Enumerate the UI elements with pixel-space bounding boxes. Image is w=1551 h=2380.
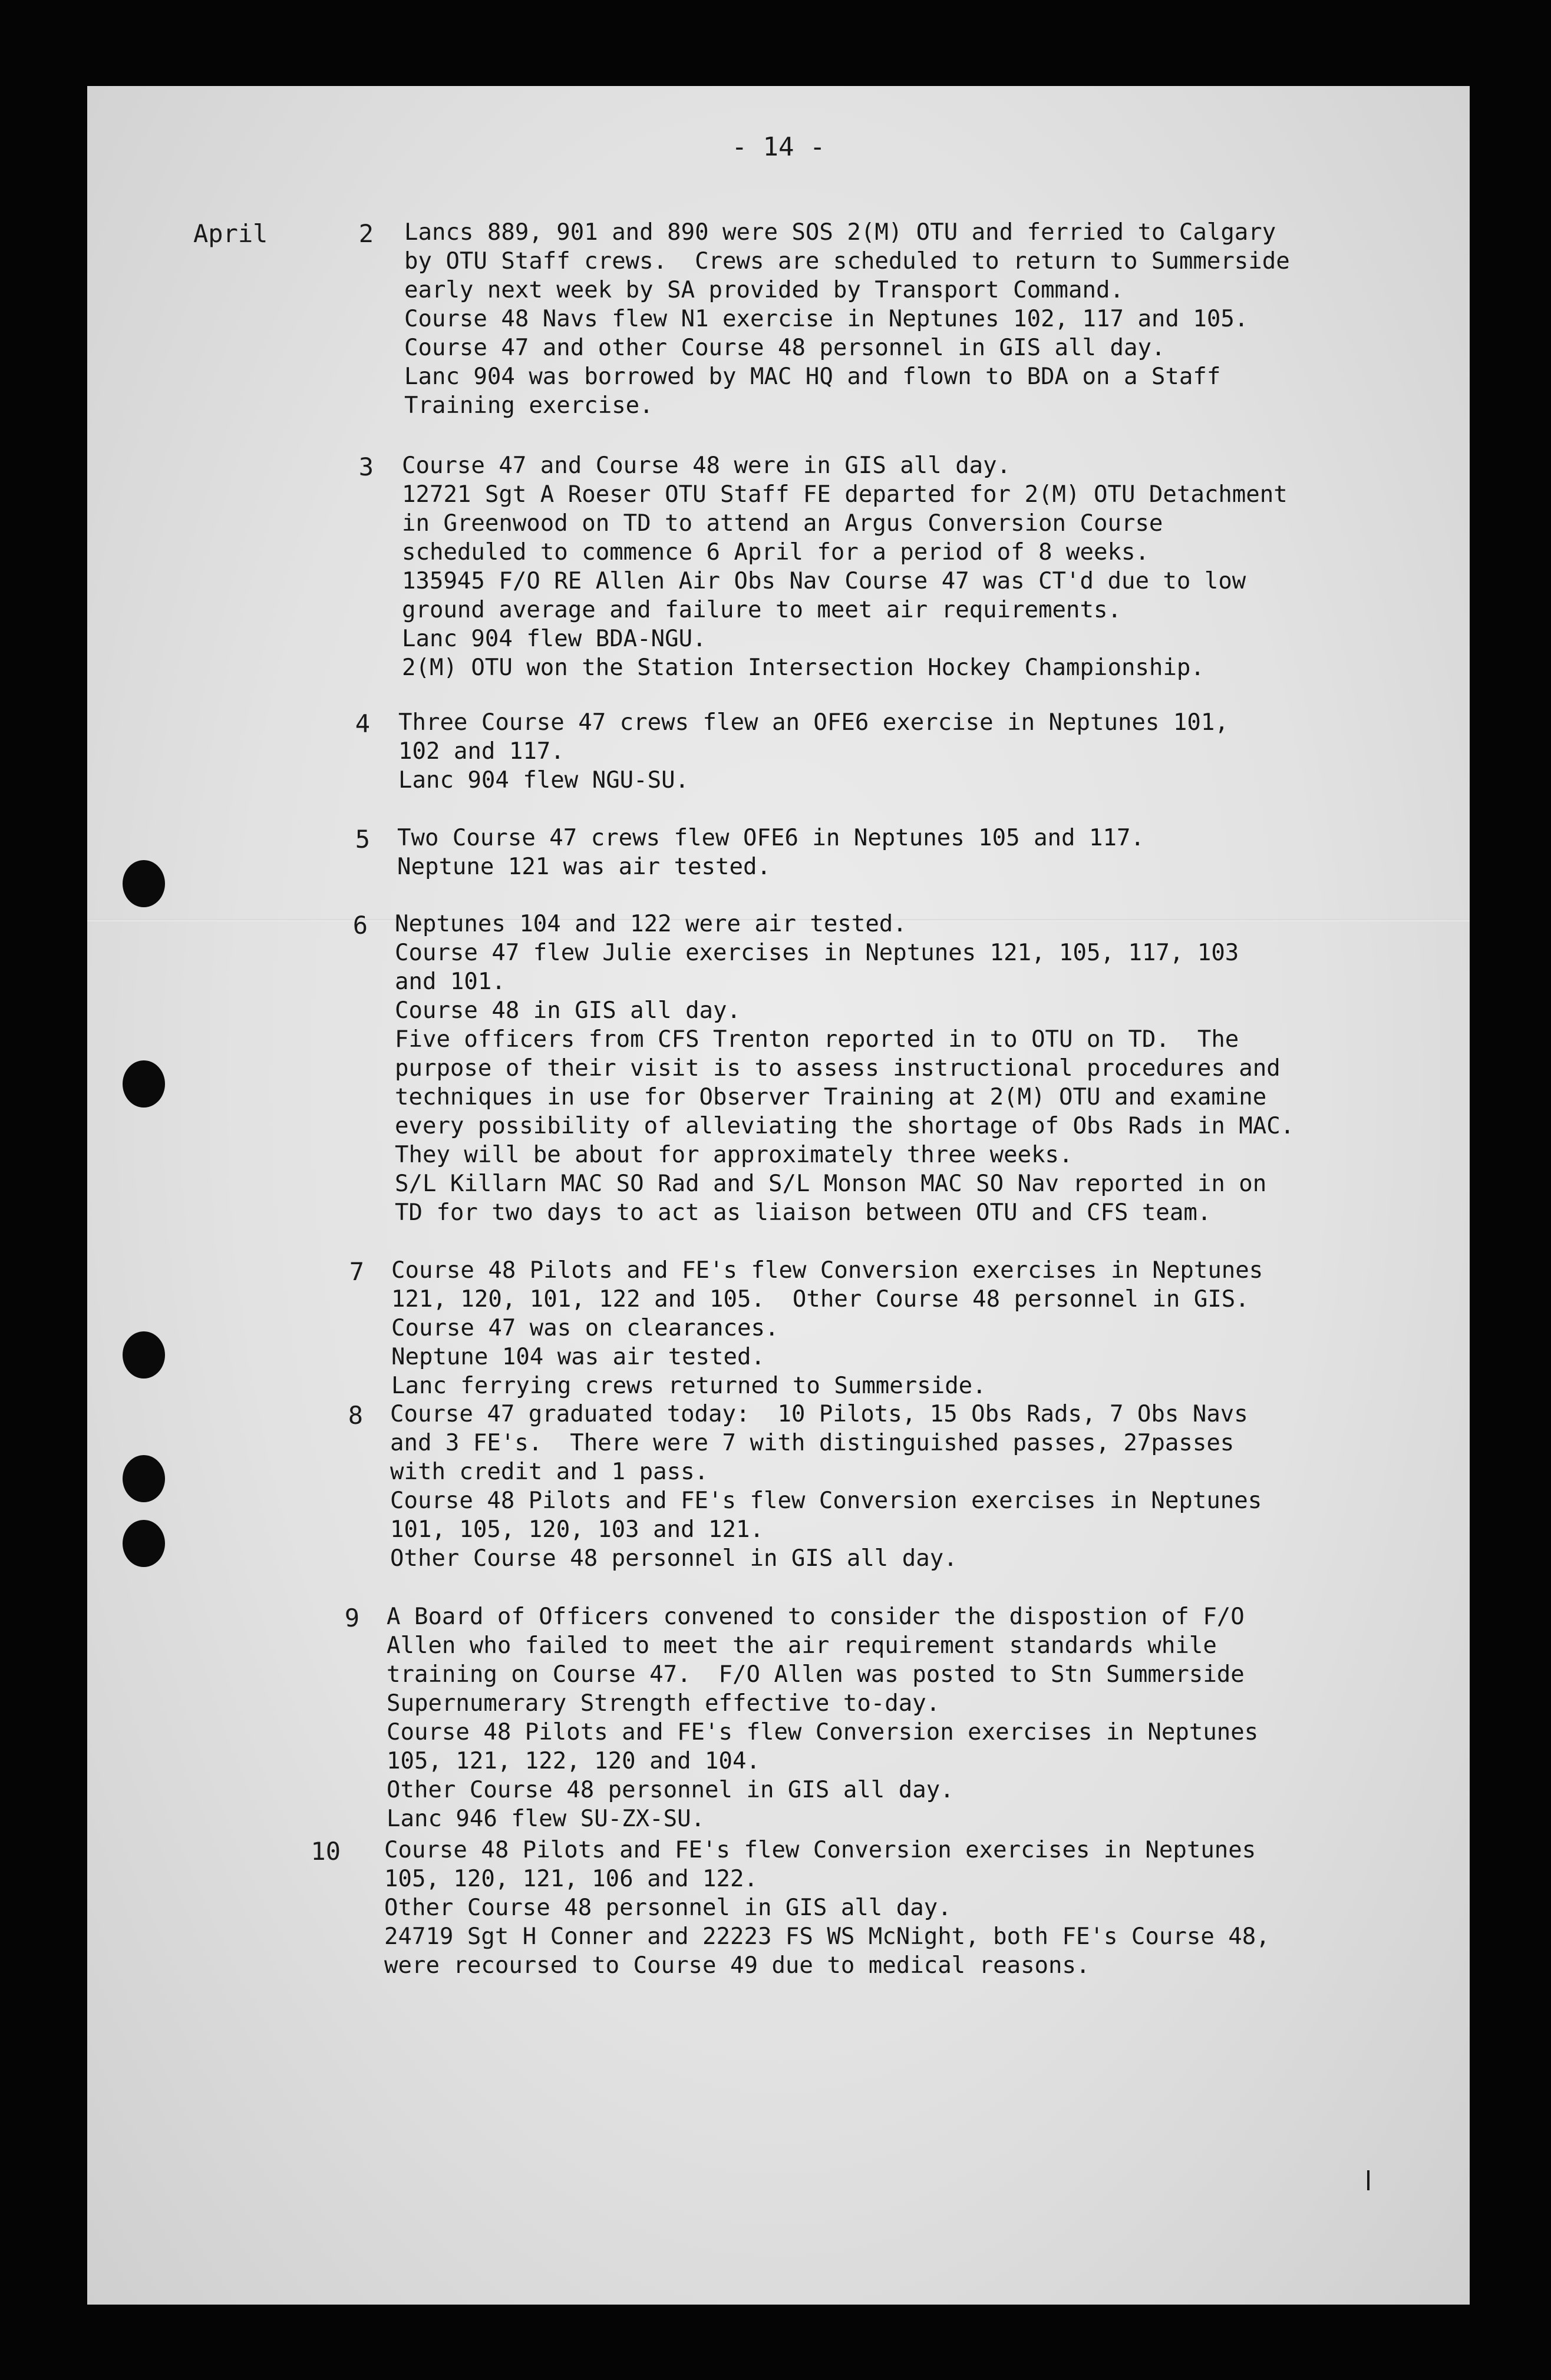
entry-text-line: 105, 121, 122, 120 and 104. (387, 1748, 760, 1774)
page-number: - 14 - (731, 132, 826, 162)
entry-text-line: training on Course 47. F/O Allen was posted to Stn Summerside (387, 1661, 1245, 1688)
entry-text-line: 121, 120, 101, 122 and 105. Other Course 48 personnel in GIS. (391, 1286, 1249, 1313)
punch-hole-1 (123, 860, 165, 907)
punch-hole-4 (123, 1455, 165, 1502)
entry-text-line: Three Course 47 crews flew an OFE6 exercise in Neptunes 101, (398, 709, 1229, 736)
punch-hole-2 (123, 1060, 165, 1108)
entry-day-number: 6 (352, 911, 368, 940)
entry-text-line: Lanc 904 was borrowed by MAC HQ and flown to BDA on a Staff (404, 363, 1221, 390)
entry-text-line: Course 47 and other Course 48 personnel in GIS all day. (404, 335, 1166, 361)
entry-text-line: Neptune 104 was air tested. (391, 1344, 765, 1370)
entry-text-line: Other Course 48 personnel in GIS all day. (390, 1545, 958, 1572)
entry-text-line: 102 and 117. (398, 738, 565, 765)
entry-text-line: TD for two days to act as liaison between OTU and CFS team. (395, 1199, 1212, 1226)
month-label: April (193, 219, 268, 248)
entry-day-number: 8 (348, 1401, 363, 1430)
entry-text-line: Two Course 47 crews flew OFE6 in Neptunes 105 and 117. (397, 825, 1144, 851)
entry-text-line: 24719 Sgt H Conner and 22223 FS WS McNight, both FE's Course 48, (384, 1923, 1270, 1950)
entry-text-line: Course 47 graduated today: 10 Pilots, 15 Obs Rads, 7 Obs Navs (390, 1401, 1248, 1427)
entry-text-line: 101, 105, 120, 103 and 121. (390, 1516, 764, 1543)
entry-text-line: every possibility of alleviating the shortage of Obs Rads in MAC. (395, 1113, 1295, 1139)
entry-text-line: S/L Killarn MAC SO Rad and S/L Monson MAC SO Nav reported in on (395, 1171, 1267, 1197)
entry-text-line: and 3 FE's. There were 7 with distinguished passes, 27passes (390, 1430, 1235, 1456)
entry-text-line: 12721 Sgt A Roeser OTU Staff FE departed for 2(M) OTU Detachment (402, 481, 1288, 508)
entry-text-line: Course 47 flew Julie exercises in Neptunes 121, 105, 117, 103 (395, 940, 1239, 966)
entry-text-line: Other Course 48 personnel in GIS all day. (387, 1777, 954, 1803)
entry-text-line: Lanc ferrying crews returned to Summerside. (391, 1373, 986, 1399)
entry-text-line: Lanc 946 flew SU-ZX-SU. (387, 1806, 705, 1832)
entry-text-line: 135945 F/O RE Allen Air Obs Nav Course 47 was CT'd due to low (402, 568, 1246, 594)
entry-text-line: Course 48 Pilots and FE's flew Conversion exercises in Neptunes (384, 1837, 1256, 1863)
entry-text-line: Course 47 and Course 48 were in GIS all day. (402, 452, 1011, 479)
entry-text-line: They will be about for approximately three weeks. (395, 1142, 1073, 1168)
entry-text-line: Other Course 48 personnel in GIS all day. (384, 1895, 952, 1921)
entry-text-line: Supernumerary Strength effective to-day. (387, 1690, 940, 1717)
entry-day-number: 3 (358, 452, 374, 481)
entry-text-line: Allen who failed to meet the air requirement standards while (387, 1632, 1217, 1659)
entry-text-line: purpose of their visit is to assess instructional procedures and (395, 1055, 1281, 1082)
entry-text-line: were recoursed to Course 49 due to medical reasons. (384, 1952, 1090, 1979)
entry-text-line: Course 47 was on clearances. (391, 1315, 779, 1341)
entry-text-line: Lanc 904 flew NGU-SU. (398, 767, 689, 794)
entry-text-line: in Greenwood on TD to attend an Argus Conversion Course (402, 510, 1163, 537)
entry-day-number: 10 (311, 1837, 341, 1866)
entry-text-line: with credit and 1 pass. (390, 1459, 709, 1485)
entry-day-number: 5 (355, 825, 370, 854)
entry-text-line: A Board of Officers convened to consider the dispostion of F/O (387, 1604, 1245, 1630)
entry-day-number: 9 (344, 1604, 359, 1632)
entry-text-line: scheduled to commence 6 April for a period of 8 weeks. (402, 539, 1149, 566)
entry-day-number: 2 (358, 219, 374, 248)
entry-text-line: 105, 120, 121, 106 and 122. (384, 1866, 758, 1892)
scan-mark (1367, 2170, 1370, 2190)
entry-text-line: Course 48 in GIS all day. (395, 997, 741, 1024)
entry-text-line: by OTU Staff crews. Crews are scheduled to return to Summerside (404, 248, 1290, 275)
entry-text-line: Course 48 Pilots and FE's flew Conversion exercises in Neptunes (387, 1719, 1259, 1746)
entry-text-line: Neptune 121 was air tested. (397, 854, 771, 880)
entry-text-line: Training exercise. (404, 392, 654, 419)
entry-text-line: and 101. (395, 968, 506, 995)
entry-text-line: Lanc 904 flew BDA-NGU. (402, 626, 707, 652)
entry-day-number: 7 (349, 1257, 364, 1286)
entry-text-line: Neptunes 104 and 122 were air tested. (395, 911, 907, 937)
punch-hole-5 (123, 1520, 165, 1567)
entry-text-line: Course 48 Pilots and FE's flew Conversion exercises in Neptunes (390, 1488, 1262, 1514)
entry-text-line: techniques in use for Observer Training at 2(M) OTU and examine (395, 1084, 1267, 1110)
entry-day-number: 4 (355, 709, 370, 738)
punch-hole-3 (123, 1331, 165, 1379)
entry-text-line: 2(M) OTU won the Station Intersection Hockey Championship. (402, 654, 1204, 681)
entry-text-line: ground average and failure to meet air requirements. (402, 597, 1121, 623)
document-page (87, 86, 1470, 2305)
entry-text-line: Lancs 889, 901 and 890 were SOS 2(M) OTU and ferried to Calgary (404, 219, 1276, 246)
entry-text-line: Five officers from CFS Trenton reported in to OTU on TD. The (395, 1026, 1239, 1053)
entry-text-line: Course 48 Pilots and FE's flew Conversion exercises in Neptunes (391, 1257, 1263, 1284)
entry-text-line: early next week by SA provided by Transport Command. (404, 277, 1124, 303)
entry-text-line: Course 48 Navs flew N1 exercise in Neptunes 102, 117 and 105. (404, 306, 1249, 332)
